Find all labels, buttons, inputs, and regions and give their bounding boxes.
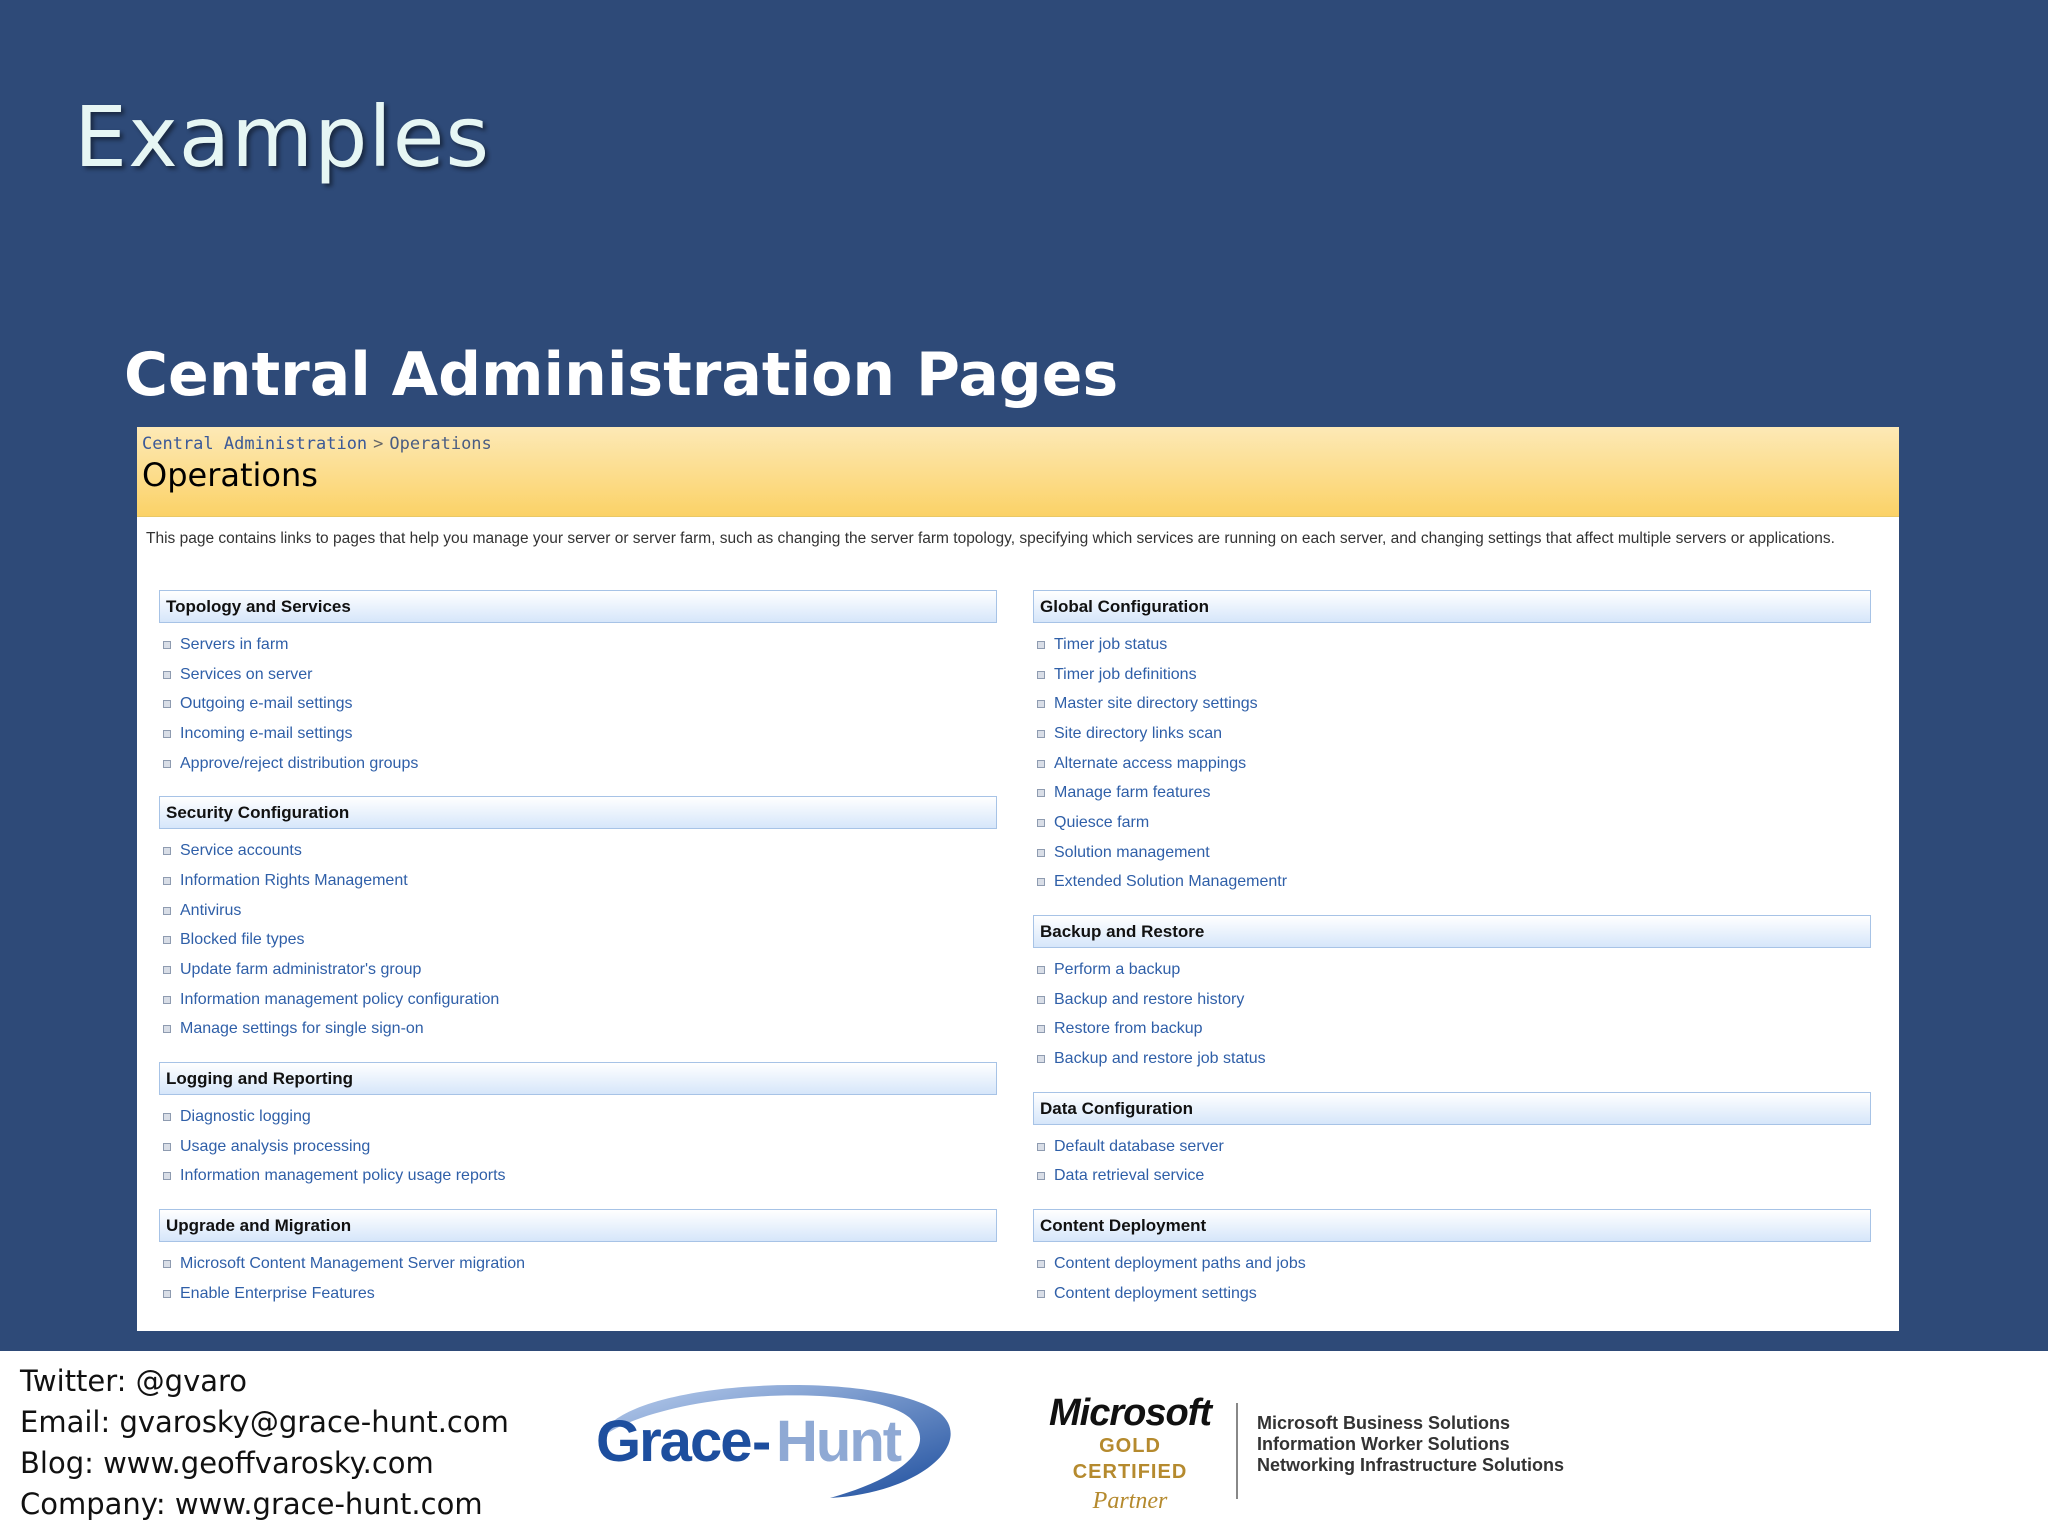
link-list xyxy=(159,1242,997,1308)
link-alternate-access-mappings[interactable] xyxy=(1037,749,1871,779)
link-label: Approve/reject distribution groups xyxy=(180,754,419,772)
link-timer-job-status[interactable] xyxy=(1037,630,1871,660)
link-information-management-policy-usage-reports[interactable] xyxy=(163,1162,997,1192)
link-list xyxy=(1033,1242,1871,1308)
link-list xyxy=(1033,1125,1871,1191)
link-label: Blocked file types xyxy=(180,931,305,949)
bullet-icon xyxy=(163,1113,171,1121)
link-list xyxy=(1033,623,1871,897)
page-title: Operations xyxy=(142,456,318,494)
left-column xyxy=(159,590,997,1327)
solution-line: Networking Infrastructure Solutions xyxy=(1257,1455,1565,1475)
section-title: Upgrade and Migration xyxy=(159,1209,997,1242)
link-label: Outgoing e-mail settings xyxy=(180,695,353,713)
link-manage-settings-for-single-sign-on[interactable] xyxy=(163,1015,997,1045)
section-global-configuration xyxy=(1033,590,1871,897)
link-manage-farm-features[interactable] xyxy=(1037,778,1871,808)
bullet-icon xyxy=(163,641,171,649)
link-label: Usage analysis processing xyxy=(180,1137,371,1155)
section-title: Topology and Services xyxy=(159,590,997,623)
link-solution-management[interactable] xyxy=(1037,838,1871,868)
central-admin-screenshot xyxy=(137,427,1899,1331)
link-label: Content deployment settings xyxy=(1054,1284,1257,1302)
link-outgoing-e-mail-settings[interactable] xyxy=(163,689,997,719)
breadcrumb-separator: > xyxy=(373,434,384,454)
link-timer-job-definitions[interactable] xyxy=(1037,660,1871,690)
link-label: Antivirus xyxy=(180,901,242,919)
email-address: Email: gvarosky@grace-hunt.com xyxy=(20,1405,509,1439)
link-update-farm-administrator-s-group[interactable] xyxy=(163,955,997,985)
section-title: Backup and Restore xyxy=(1033,915,1871,948)
bullet-icon xyxy=(163,877,171,885)
link-content-deployment-paths-and-jobs[interactable] xyxy=(1037,1249,1871,1279)
bullet-icon xyxy=(1037,996,1045,1004)
company-url: Company: www.grace-hunt.com xyxy=(20,1487,483,1521)
link-label: Restore from backup xyxy=(1054,1020,1203,1038)
link-label: Default database server xyxy=(1054,1137,1224,1155)
blog-url: Blog: www.geoffvarosky.com xyxy=(20,1446,434,1480)
breadcrumb xyxy=(142,427,1899,454)
bullet-icon xyxy=(1037,789,1045,797)
link-list xyxy=(1033,948,1871,1074)
bullet-icon xyxy=(1037,966,1045,974)
slide-subtitle: Central Administration Pages xyxy=(124,340,1119,410)
link-microsoft-content-management-server-migration[interactable] xyxy=(163,1249,997,1279)
slide-footer xyxy=(0,1351,2048,1536)
link-service-accounts[interactable] xyxy=(163,836,997,866)
link-label: Update farm administrator's group xyxy=(180,961,422,979)
link-label: Information Rights Management xyxy=(180,871,408,889)
link-label: Servers in farm xyxy=(180,635,289,653)
bullet-icon xyxy=(163,966,171,974)
bullet-icon xyxy=(1037,819,1045,827)
link-label: Timer job status xyxy=(1054,635,1168,653)
link-content-deployment-settings[interactable] xyxy=(1037,1279,1871,1309)
bullet-icon xyxy=(163,730,171,738)
section-data-configuration xyxy=(1033,1092,1871,1191)
section-topology-and-services xyxy=(159,590,997,778)
bullet-icon xyxy=(163,760,171,768)
bullet-icon xyxy=(163,1143,171,1151)
link-backup-and-restore-job-status[interactable] xyxy=(1037,1044,1871,1074)
link-services-on-server[interactable] xyxy=(163,660,997,690)
bullet-icon xyxy=(1037,671,1045,679)
link-label: Solution management xyxy=(1054,843,1210,861)
bullet-icon xyxy=(163,1290,171,1298)
bullet-icon xyxy=(1037,1290,1045,1298)
link-incoming-e-mail-settings[interactable] xyxy=(163,719,997,749)
twitter-handle: Twitter: @gvaro xyxy=(20,1364,248,1398)
link-perform-a-backup[interactable] xyxy=(1037,955,1871,985)
partner-text: Partner xyxy=(1092,1488,1168,1514)
link-label: Manage settings for single sign-on xyxy=(180,1020,424,1038)
section-title: Security Configuration xyxy=(159,796,997,829)
link-quiesce-farm[interactable] xyxy=(1037,808,1871,838)
bullet-icon xyxy=(163,936,171,944)
link-label: Manage farm features xyxy=(1054,784,1211,802)
link-label: Data retrieval service xyxy=(1054,1167,1205,1185)
link-label: Backup and restore history xyxy=(1054,990,1245,1008)
link-restore-from-backup[interactable] xyxy=(1037,1015,1871,1045)
bullet-icon xyxy=(163,907,171,915)
link-label: Master site directory settings xyxy=(1054,695,1258,713)
section-logging-and-reporting xyxy=(159,1062,997,1191)
link-antivirus[interactable] xyxy=(163,896,997,926)
link-label: Site directory links scan xyxy=(1054,724,1223,742)
link-data-retrieval-service[interactable] xyxy=(1037,1162,1871,1192)
link-label: Backup and restore job status xyxy=(1054,1050,1266,1068)
microsoft-gold-partner-badge xyxy=(1040,1392,1220,1514)
link-diagnostic-logging[interactable] xyxy=(163,1102,997,1132)
link-label: Services on server xyxy=(180,665,313,683)
bullet-icon xyxy=(1037,849,1045,857)
link-enable-enterprise-features[interactable] xyxy=(163,1279,997,1309)
page-description: This page contains links to pages that help you manage your server or server farm, such as changing the server farm topology, specifying which services are running on each server, and changing settings that affect multiple servers or applications. xyxy=(146,530,1835,547)
bullet-icon xyxy=(1037,760,1045,768)
link-label: Incoming e-mail settings xyxy=(180,724,353,742)
logo-hunt-text: Hunt xyxy=(776,1409,901,1474)
section-backup-and-restore xyxy=(1033,915,1871,1074)
link-blocked-file-types[interactable] xyxy=(163,926,997,956)
bullet-icon xyxy=(163,700,171,708)
link-label: Quiesce farm xyxy=(1054,813,1150,831)
link-label: Content deployment paths and jobs xyxy=(1054,1255,1306,1273)
bullet-icon xyxy=(163,1172,171,1180)
bullet-icon xyxy=(1037,700,1045,708)
solution-line: Microsoft Business Solutions xyxy=(1257,1413,1511,1433)
link-extended-solution-managementr[interactable] xyxy=(1037,868,1871,898)
section-title: Data Configuration xyxy=(1033,1092,1871,1125)
link-list xyxy=(159,1095,997,1191)
breadcrumb-central-admin[interactable]: Central Administration xyxy=(142,434,368,454)
bullet-icon xyxy=(1037,1143,1045,1151)
link-information-rights-management[interactable] xyxy=(163,866,997,896)
contact-info xyxy=(20,1361,509,1525)
section-security-configuration xyxy=(159,796,997,1044)
microsoft-wordmark: Microsoft xyxy=(1049,1392,1211,1434)
link-label: Extended Solution Managementr xyxy=(1054,873,1288,891)
page-header xyxy=(137,427,1899,517)
link-label: Timer job definitions xyxy=(1054,665,1197,683)
link-list xyxy=(159,829,997,1044)
section-title: Logging and Reporting xyxy=(159,1062,997,1095)
link-master-site-directory-settings[interactable] xyxy=(1037,689,1871,719)
link-approve-reject-distribution-groups[interactable] xyxy=(163,749,997,779)
link-servers-in-farm[interactable] xyxy=(163,630,997,660)
gold-certified-text: GOLD CERTIFIED xyxy=(1072,1435,1188,1483)
link-label: Microsoft Content Management Server migration xyxy=(180,1255,526,1273)
bullet-icon xyxy=(1037,1260,1045,1268)
bullet-icon xyxy=(1037,878,1045,886)
solution-line: Information Worker Solutions xyxy=(1257,1434,1510,1454)
slide-title: Examples xyxy=(74,88,491,186)
logo-grace-text: Grace xyxy=(596,1409,751,1474)
link-label: Information management policy configuration xyxy=(180,990,500,1008)
bullet-icon xyxy=(163,996,171,1004)
bullet-icon xyxy=(1037,730,1045,738)
logo-dash-text: - xyxy=(752,1409,772,1474)
right-column xyxy=(1033,590,1871,1327)
breadcrumb-current: Operations xyxy=(389,434,492,454)
grace-hunt-logo xyxy=(580,1373,960,1503)
link-label: Diagnostic logging xyxy=(180,1108,311,1126)
bullet-icon xyxy=(163,1260,171,1268)
bullet-icon xyxy=(163,847,171,855)
link-list xyxy=(159,623,997,778)
bullet-icon xyxy=(1037,1025,1045,1033)
section-title: Content Deployment xyxy=(1033,1209,1871,1242)
badge-divider xyxy=(1236,1403,1238,1499)
link-label: Alternate access mappings xyxy=(1054,754,1247,772)
link-usage-analysis-processing[interactable] xyxy=(163,1132,997,1162)
bullet-icon xyxy=(1037,1172,1045,1180)
link-default-database-server[interactable] xyxy=(1037,1132,1871,1162)
partner-solutions-list xyxy=(1257,1413,1564,1476)
bullet-icon xyxy=(1037,641,1045,649)
bullet-icon xyxy=(163,1025,171,1033)
link-label: Enable Enterprise Features xyxy=(180,1284,375,1302)
link-label: Information management policy usage reports xyxy=(180,1167,506,1185)
link-backup-and-restore-history[interactable] xyxy=(1037,985,1871,1015)
bullet-icon xyxy=(1037,1055,1045,1063)
section-upgrade-and-migration xyxy=(159,1209,997,1308)
link-information-management-policy-configuration[interactable] xyxy=(163,985,997,1015)
section-title: Global Configuration xyxy=(1033,590,1871,623)
section-content-deployment xyxy=(1033,1209,1871,1308)
link-site-directory-links-scan[interactable] xyxy=(1037,719,1871,749)
link-label: Perform a backup xyxy=(1054,961,1181,979)
bullet-icon xyxy=(163,671,171,679)
link-label: Service accounts xyxy=(180,842,302,860)
